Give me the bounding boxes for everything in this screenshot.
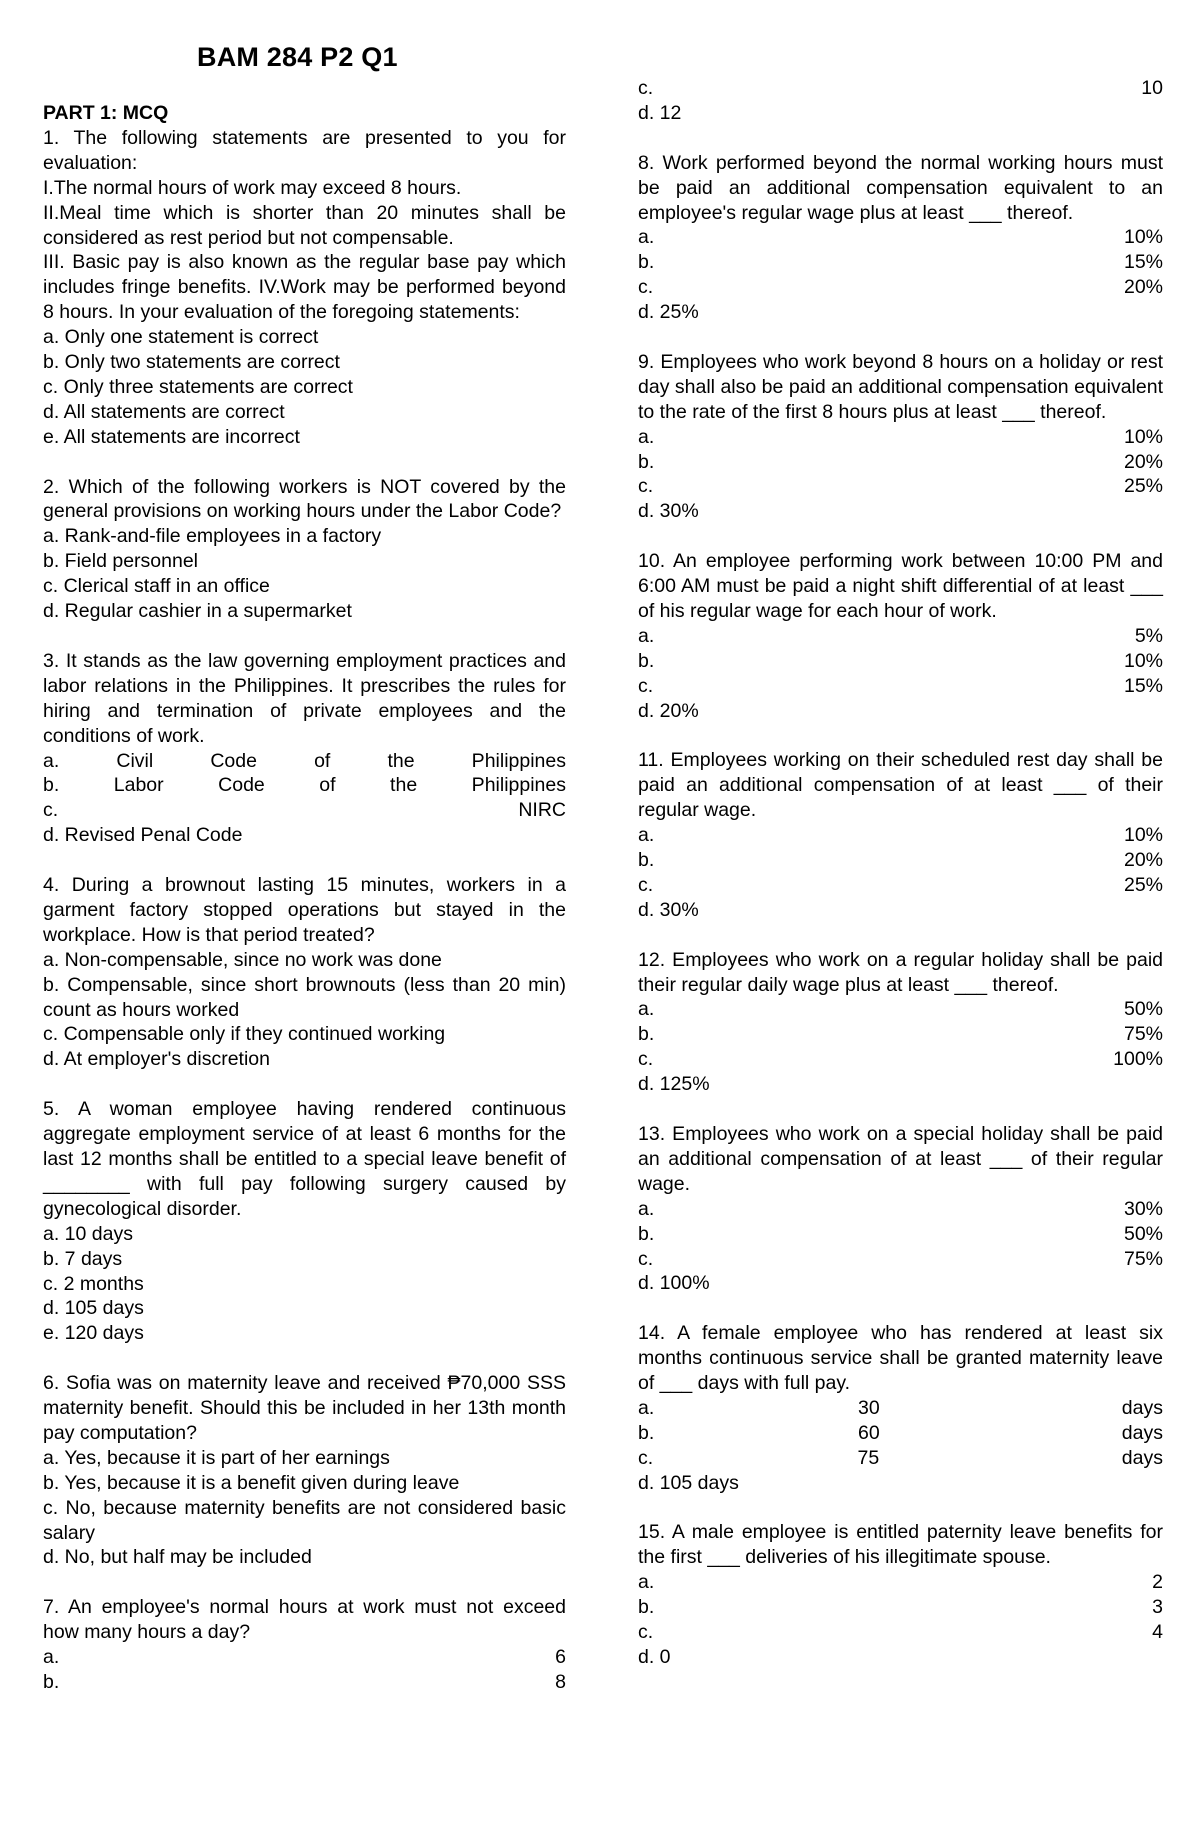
option-value: 20% — [1123, 276, 1163, 299]
answer-option: d. 30% — [638, 500, 699, 523]
answer-option — [638, 1047, 1163, 1072]
option-value: 30% — [1123, 1197, 1163, 1220]
left-column — [43, 101, 566, 1695]
answer-option — [43, 1645, 566, 1670]
answer-option: c. 2 months — [43, 1272, 144, 1295]
question-5 — [43, 1097, 566, 1346]
answer-option: c. No, because maternity benefits are not considered basic salary — [43, 1496, 566, 1544]
option-value: 10% — [1123, 824, 1163, 847]
answer-option — [638, 997, 1163, 1022]
question-stem: 15. A male employee is entitled paternity leave benefits for the first ___ deliveries of his illegitimate spouse. — [638, 1521, 1163, 1569]
question-15 — [638, 1520, 1163, 1669]
option-value: 20% — [1123, 849, 1163, 872]
question-4 — [43, 873, 566, 1072]
question-stem: 12. Employees who work on a regular holiday shall be paid their regular daily wage plus at least ___ thereof. — [638, 948, 1163, 996]
option-value: 6 — [555, 1646, 566, 1669]
option-letter: c. — [638, 475, 654, 498]
option-letter: c. — [638, 1247, 654, 1270]
question-6 — [43, 1371, 566, 1570]
question-stem — [43, 126, 566, 325]
question-7-continued — [638, 76, 1163, 126]
answer-option: b. 7 days — [43, 1247, 123, 1270]
answer-option: d. Regular cashier in a supermarket — [43, 600, 352, 623]
answer-option: d. 100% — [638, 1272, 710, 1295]
option-value: 15% — [1123, 251, 1163, 274]
question-stem-line: II.Meal time which is shorter than 20 minutes shall be considered as rest period but not compensable. — [43, 201, 566, 249]
option-letter: a. — [638, 624, 655, 647]
option-unit: days — [1121, 1396, 1163, 1419]
answer-option: b. Yes, because it is a benefit given during leave — [43, 1471, 460, 1494]
answer-option — [638, 649, 1163, 674]
answer-option: a. Non-compensable, since no work was done — [43, 948, 442, 971]
option-letter: c. — [638, 1621, 654, 1644]
question-stem: 14. A female employee who has rendered at least six months continuous service shall be granted maternity leave of ___ days with full pay. — [638, 1322, 1163, 1395]
question-7 — [43, 1595, 566, 1695]
option-letter: a. — [43, 1646, 60, 1669]
answer-option: a. Only one statement is correct — [43, 326, 319, 349]
option-letter: a. — [638, 226, 655, 249]
answer-option: a. Civil Code of the Philippines — [43, 749, 566, 772]
answer-option — [638, 674, 1163, 699]
answer-option — [638, 1022, 1163, 1047]
option-value: 20% — [1123, 450, 1163, 473]
answer-option — [638, 225, 1163, 250]
option-letter: b. — [638, 450, 655, 473]
question-14 — [638, 1321, 1163, 1495]
answer-option: e. All statements are incorrect — [43, 425, 300, 448]
exam-title: BAM 284 P2 Q1 — [197, 42, 398, 72]
option-letter: a. — [638, 1571, 655, 1594]
answer-option: d. 0 — [638, 1645, 671, 1668]
option-value: 50% — [1123, 1222, 1163, 1245]
answer-option: d. 125% — [638, 1073, 710, 1096]
option-value: 4 — [1152, 1621, 1163, 1644]
option-unit: days — [1121, 1421, 1163, 1444]
answer-option: d. 20% — [638, 699, 699, 722]
answer-option — [638, 1222, 1163, 1247]
question-10 — [638, 549, 1163, 723]
option-letter: b. — [638, 1596, 655, 1619]
answer-option: d. 12 — [638, 101, 682, 124]
part-heading: PART 1: MCQ — [43, 102, 169, 124]
answer-option — [638, 624, 1163, 649]
question-stem: 3. It stands as the law governing employment practices and labor relations in the Philippines. It prescribes the rules for hiring and termination of private employees and the conditions of work. — [43, 649, 566, 747]
option-letter: b. — [638, 1023, 655, 1046]
answer-option — [638, 848, 1163, 873]
question-12 — [638, 948, 1163, 1097]
option-value: 50% — [1123, 998, 1163, 1021]
option-value: 10% — [1123, 649, 1163, 672]
answer-option: b. Field personnel — [43, 550, 199, 573]
option-letter: b. — [43, 1671, 60, 1693]
answer-option: a. Rank-and-file employees in a factory — [43, 525, 382, 548]
question-stem: 13. Employees who work on a special holiday shall be paid an additional compensation of at least ___ of their regular wage. — [638, 1122, 1163, 1195]
option-letter: b. — [638, 849, 655, 872]
question-stem: 6. Sofia was on maternity leave and received ₱70,000 SSS maternity benefit. Should this be included in her 13th month pay computation? — [43, 1372, 566, 1444]
option-letter: c. — [638, 873, 654, 896]
answer-option — [638, 1421, 1163, 1446]
answer-option — [638, 425, 1163, 450]
option-letter: c. — [638, 77, 654, 99]
answer-option — [638, 1197, 1163, 1222]
answer-option: d. 30% — [638, 898, 699, 921]
option-unit: days — [1121, 1446, 1163, 1469]
question-13 — [638, 1122, 1163, 1296]
answer-option: d. No, but half may be included — [43, 1546, 312, 1569]
answer-option: c. NIRC — [43, 799, 566, 822]
question-stem: 10. An employee performing work between 10:00 PM and 6:00 AM must be paid a night shift differential of at least ___ of his regular wage for each hour of work. — [638, 550, 1163, 622]
answer-option — [638, 823, 1163, 848]
answer-option — [638, 1620, 1163, 1645]
answer-option: d. All statements are correct — [43, 400, 285, 423]
answer-option — [638, 1247, 1163, 1272]
question-stem: 9. Employees who work beyond 8 hours on a holiday or rest day shall also be paid an additional compensation equivalent to the rate of the first 8 hours plus at least ___ thereof. — [638, 350, 1163, 423]
answer-option: a. Yes, because it is part of her earnings — [43, 1446, 390, 1469]
question-stem-line: 1. The following statements are presented to you for evaluation: — [43, 126, 566, 174]
answer-option: c. Compensable only if they continued working — [43, 1023, 446, 1046]
option-value: 10% — [1123, 425, 1163, 448]
option-letter: c. — [638, 674, 654, 697]
question-stem: 11. Employees working on their scheduled rest day shall be paid an additional compensation of at least ___ of their regular wage. — [638, 749, 1163, 822]
option-letter: c. — [638, 1446, 654, 1469]
answer-option: c. Clerical staff in an office — [43, 575, 270, 598]
answer-option — [638, 1446, 1163, 1471]
answer-option: e. 120 days — [43, 1322, 144, 1345]
option-value: 100% — [1113, 1048, 1163, 1071]
answer-option — [638, 275, 1163, 300]
option-letter: b. — [638, 251, 655, 274]
question-stem: 2. Which of the following workers is NOT covered by the general provisions on working hours under the Labor Code? — [43, 475, 566, 523]
answer-option: a. 10 days — [43, 1222, 133, 1245]
option-letter: c. — [638, 276, 654, 299]
option-letter: b. — [638, 1222, 655, 1245]
question-stem: 7. An employee's normal hours at work must not exceed how many hours a day? — [43, 1596, 566, 1644]
option-letter: a. — [638, 1197, 655, 1220]
answer-option — [638, 1595, 1163, 1620]
answer-option: d. At employer's discretion — [43, 1048, 270, 1071]
answer-option — [638, 873, 1163, 898]
question-stem: 5. A woman employee having rendered continuous aggregate employment service of at least 6 months for the last 12 months shall be entitled to a special leave benefit of ________ with full pay following surgery caused by gynecological disorder. — [43, 1098, 566, 1220]
answer-option — [638, 76, 1163, 101]
right-column — [638, 76, 1163, 1670]
option-value: 75 — [857, 1446, 880, 1469]
answer-option: d. 25% — [638, 301, 699, 324]
answer-option: d. Revised Penal Code — [43, 824, 243, 847]
option-value: 8 — [555, 1671, 566, 1693]
answer-option — [638, 450, 1163, 475]
answer-option: d. 105 days — [43, 1297, 144, 1320]
question-stem-line: III. Basic pay is also known as the regular base pay which includes fringe benefits. IV.Work may be performed beyond 8 hours. In your evaluation of the foregoing statements: — [43, 251, 566, 324]
option-letter: a. — [638, 824, 655, 847]
question-3 — [43, 649, 566, 848]
answer-option: b. Compensable, since short brownouts (less than 20 min) count as hours worked — [43, 973, 566, 1021]
option-letter: a. — [638, 425, 655, 448]
question-11 — [638, 748, 1163, 922]
question-2 — [43, 475, 566, 624]
question-stem: 4. During a brownout lasting 15 minutes, workers in a garment factory stopped operations but stayed in the workplace. How is that period treated? — [43, 874, 566, 946]
question-9 — [638, 350, 1163, 524]
option-value: 25% — [1123, 475, 1163, 498]
answer-option: c. Only three statements are correct — [43, 375, 353, 398]
option-value: 15% — [1123, 674, 1163, 697]
answer-option: b. Only two statements are correct — [43, 351, 340, 374]
option-value: 30 — [858, 1396, 880, 1419]
option-letter: a. — [638, 1396, 655, 1419]
option-value: 5% — [1134, 624, 1163, 647]
answer-option: d. 105 days — [638, 1471, 739, 1494]
answer-option — [43, 1670, 566, 1695]
option-value: 25% — [1123, 873, 1163, 896]
question-1 — [43, 126, 566, 450]
option-value: 60 — [858, 1421, 880, 1444]
option-value: 10% — [1123, 226, 1163, 249]
question-stem-line: I.The normal hours of work may exceed 8 hours. — [43, 176, 462, 199]
option-value: 10 — [1141, 77, 1163, 99]
option-value: 3 — [1152, 1596, 1163, 1619]
question-stem: 8. Work performed beyond the normal working hours must be paid an additional compensation equivalent to an employee's regular wage plus at least ___ thereof. — [638, 151, 1163, 224]
question-8 — [638, 151, 1163, 325]
option-letter: b. — [638, 649, 655, 672]
answer-option — [638, 474, 1163, 499]
option-value: 75% — [1123, 1023, 1163, 1046]
option-letter: a. — [638, 998, 655, 1021]
answer-option — [638, 1570, 1163, 1595]
answer-option — [638, 250, 1163, 275]
answer-option — [638, 1396, 1163, 1421]
option-value: 2 — [1152, 1571, 1163, 1594]
option-letter: b. — [638, 1421, 655, 1444]
option-letter: c. — [638, 1048, 654, 1071]
option-value: 75% — [1123, 1247, 1163, 1270]
answer-option: b. Labor Code of the Philippines — [43, 774, 566, 797]
